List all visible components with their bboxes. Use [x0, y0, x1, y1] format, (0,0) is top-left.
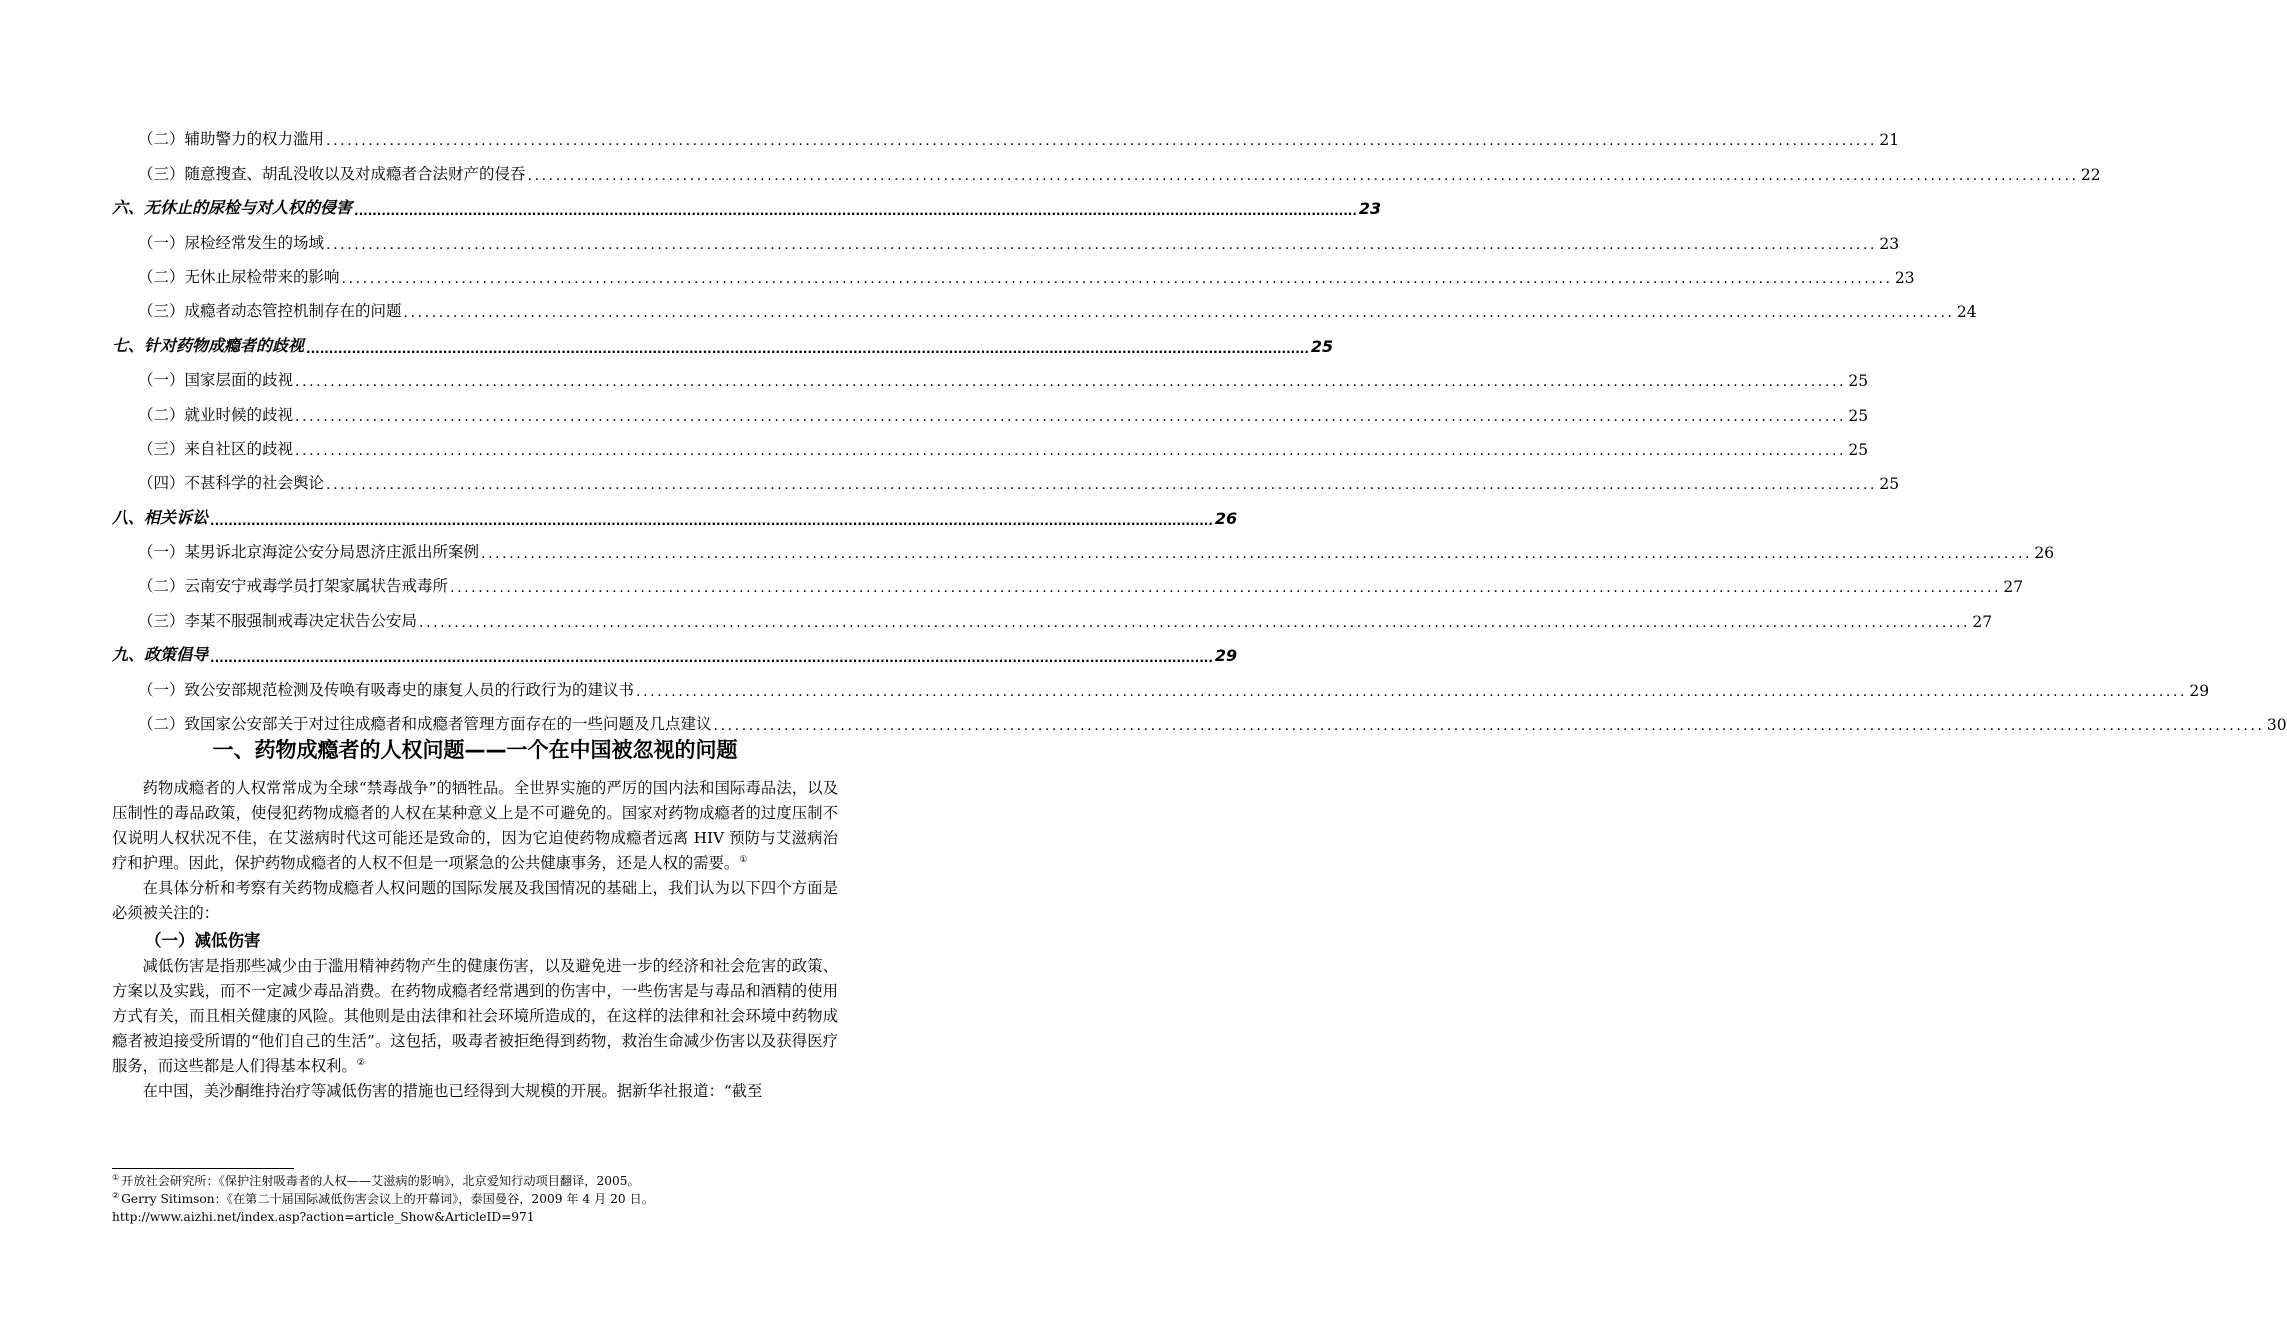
paragraph-4: 在中国，美沙酮维持治疗等减低伤害的措施也已经得到大规模的开展。据新华社报道：“截至 [142, 1082, 763, 1100]
toc-entry-title: （二）无休止尿检带来的影响 [138, 267, 340, 286]
toc-leader-dots: ............................................................................................................................................................................................................................ [354, 204, 1357, 219]
footnotes [112, 1172, 838, 1226]
toc-leader-dots: ............................................................................................................................................................................................................................ [403, 305, 1955, 322]
footnote-2 [112, 1190, 838, 1208]
toc-page-number: 24 [1956, 303, 1977, 322]
toc-section-entry[interactable] [112, 359, 1869, 393]
paragraph-1-text: 药物成瘾者的人权常常成为全球“禁毒战争”的牺牲品。全世界实施的严厉的国内法和国际毒品法，以及压制性的毒品政策，使侵犯药物成瘾者的人权在某种意义上是不可避免的。国家对药物成瘾者的过度压制不仅说明人权状况不佳，在艾滋病时代这可能还是致命的，因为它迫使药物成瘾者远离 HIV 预防与艾滋病治疗和护理。因此，保护药物成瘾者的人权不但是一项紧急的公共健康事务，还是人权的需要。 [112, 779, 838, 872]
toc-leader-dots: ............................................................................................................................................................................................................................ [295, 442, 1847, 459]
toc-leader-dots: ............................................................................................................................................................................................................................ [326, 236, 1878, 253]
table-of-contents [112, 118, 2287, 737]
toc-section-entry[interactable] [112, 428, 1869, 462]
toc-section-entry[interactable] [112, 152, 2101, 186]
toc-page-number: 30 [2266, 716, 2287, 735]
toc-page-number: 27 [2003, 578, 2024, 597]
toc-leader-dots: ............................................................................................................................................................................................................................ [527, 167, 2079, 184]
body-text [112, 776, 838, 1104]
toc-leader-dots: ............................................................................................................................................................................................................................ [419, 614, 1971, 631]
toc-leader-dots: ............................................................................................................................................................................................................................ [326, 133, 1878, 150]
footnote-1 [112, 1172, 838, 1190]
toc-section-entry[interactable] [112, 221, 1900, 255]
footnote-1-mark: ① [112, 1172, 120, 1182]
toc-entry-title: （三）李某不服强制戒毒决定状告公安局 [138, 611, 418, 630]
toc-leader-dots: ............................................................................................................................................................................................................................ [326, 477, 1878, 494]
toc-page-number: 25 [1310, 336, 1334, 356]
toc-leader-dots: ............................................................................................................................................................................................................................ [636, 683, 2188, 700]
footnote-1-text: 开放社会研究所：《保护注射吸毒者的人权——艾滋病的影响》，北京爱知行动项目翻译，2005。 [121, 1174, 640, 1188]
toc-page-number: 29 [2189, 681, 2210, 700]
toc-leader-dots: ............................................................................................................................................................................................................................ [210, 651, 1213, 666]
toc-section-entry[interactable] [112, 565, 2024, 599]
toc-entry-title: 八、相关诉讼 [112, 507, 209, 527]
toc-entry-title: （一）尿检经常发生的场域 [138, 233, 325, 252]
toc-page-number: 25 [1848, 372, 1869, 391]
toc-chapter-entry[interactable] [112, 496, 1238, 530]
toc-entry-title: （三）来自社区的歧视 [138, 439, 294, 458]
toc-entry-title: （二）致国家公安部关于对过往成瘾者和成瘾者管理方面存在的一些问题及几点建议 [138, 715, 712, 734]
toc-page-number: 26 [1214, 508, 1238, 528]
toc-entry-title: 六、无休止的尿检与对人权的侵害 [112, 198, 353, 218]
footnote-ref-2[interactable]: ② [356, 1057, 365, 1068]
footnote-2-text: Gerry Sitimson：《在第二十届国际减低伤害会议上的开幕词》，泰国曼谷，2009 年 4 月 20 日。 [121, 1192, 654, 1206]
toc-entry-title: （二）辅助警力的权力滥用 [138, 130, 325, 149]
toc-page-number: 29 [1214, 646, 1238, 666]
toc-entry-title: （一）致公安部规范检测及传唤有吸毒史的康复人员的行政行为的建议书 [138, 680, 635, 699]
paragraph-1 [112, 776, 838, 876]
toc-section-entry[interactable] [112, 531, 2055, 565]
toc-chapter-entry[interactable] [112, 634, 1238, 668]
toc-page-number: 25 [1848, 440, 1869, 459]
paragraph-3-text: 减低伤害是指那些减少由于滥用精神药物产生的健康伤害，以及避免进一步的经济和社会危害的政策、方案以及实践，而不一定减少毒品消费。在药物成瘾者经常遇到的伤害中，一些伤害是与毒品和酒精的使用方式有关，而且相关健康的风险。其他则是由法律和社会环境所造成的，在这样的法律和社会环境中药物成瘾者被迫接受所谓的“他们自己的生活”。这包括，吸毒者被拒绝得到药物，救治生命减少伤害以及获得医疗服务，而这些都是人们得基本权利。 [112, 957, 838, 1075]
toc-entry-title: （三）成瘾者动态管控机制存在的问题 [138, 302, 402, 321]
toc-leader-dots: ............................................................................................................................................................................................................................ [295, 374, 1847, 391]
toc-leader-dots: ............................................................................................................................................................................................................................ [306, 341, 1309, 356]
toc-chapter-entry[interactable] [112, 324, 1334, 358]
toc-section-entry[interactable] [112, 256, 1915, 290]
paragraph-3 [112, 954, 838, 1079]
toc-leader-dots: ............................................................................................................................................................................................................................ [481, 546, 2033, 563]
toc-entry-title: （三）随意搜查、胡乱没收以及对成瘾者合法财产的侵吞 [138, 164, 526, 183]
toc-section-entry[interactable] [112, 462, 1900, 496]
toc-section-entry[interactable] [112, 599, 1993, 633]
toc-page-number: 27 [1972, 612, 1993, 631]
footnote-2-mark: ② [112, 1190, 120, 1200]
toc-page-number: 23 [1879, 234, 1900, 253]
toc-page-number: 22 [2080, 165, 2101, 184]
paragraph-2: 在具体分析和考察有关药物成瘾者人权问题的国际发展及我国情况的基础上，我们认为以下四个方面是必须被关注的： [112, 879, 838, 922]
toc-section-entry[interactable] [112, 290, 1977, 324]
toc-entry-title: （二）云南安宁戒毒学员打架家属状告戒毒所 [138, 577, 449, 596]
toc-page-number: 21 [1879, 131, 1900, 150]
toc-page-number: 25 [1848, 406, 1869, 425]
footnote-url[interactable]: http://www.aizhi.net/index.asp?action=article_Show&ArticleID=971 [112, 1210, 535, 1224]
toc-section-entry[interactable] [112, 703, 2287, 737]
toc-leader-dots: ............................................................................................................................................................................................................................ [713, 718, 2265, 735]
toc-leader-dots: ............................................................................................................................................................................................................................ [210, 513, 1213, 528]
toc-page-number: 26 [2034, 544, 2055, 563]
footnote-separator [112, 1168, 294, 1169]
toc-leader-dots: ............................................................................................................................................................................................................................ [450, 580, 2002, 597]
toc-entry-title: （四）不甚科学的社会舆论 [138, 474, 325, 493]
toc-chapter-entry[interactable] [112, 187, 1382, 221]
section-heading: 一、药物成瘾者的人权问题——一个在中国被忽视的问题 [212, 738, 738, 762]
subsection-heading: （一）减低伤害 [145, 931, 261, 950]
toc-leader-dots: ............................................................................................................................................................................................................................ [341, 270, 1893, 287]
toc-leader-dots: ............................................................................................................................................................................................................................ [295, 408, 1847, 425]
toc-entry-title: （一）某男诉北京海淀公安分局恩济庄派出所案例 [138, 543, 480, 562]
toc-entry-title: （一）国家层面的歧视 [138, 371, 294, 390]
toc-section-entry[interactable] [112, 668, 2210, 702]
footnote-ref-1[interactable]: ① [739, 854, 748, 865]
toc-page-number: 23 [1894, 268, 1915, 287]
toc-entry-title: 七、针对药物成瘾者的歧视 [112, 335, 305, 355]
toc-section-entry[interactable] [112, 393, 1869, 427]
toc-page-number: 25 [1879, 475, 1900, 494]
toc-section-entry[interactable] [112, 118, 1900, 152]
toc-entry-title: 九、政策倡导 [112, 645, 209, 665]
toc-entry-title: （二）就业时候的歧视 [138, 405, 294, 424]
toc-page-number: 23 [1358, 199, 1382, 219]
